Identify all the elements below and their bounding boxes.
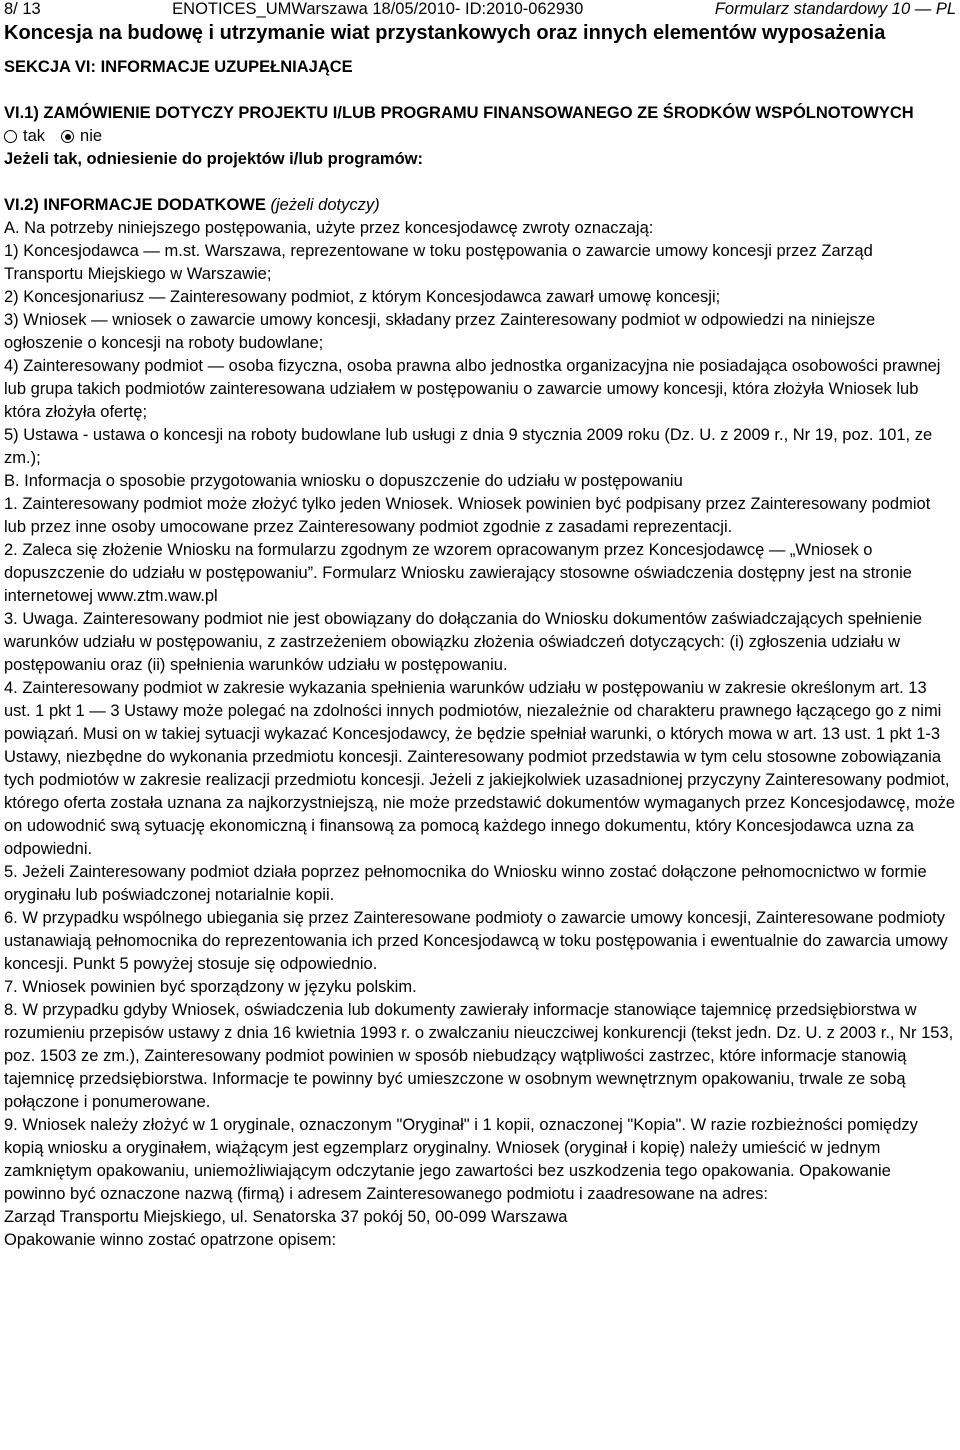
para-b-3: 3. Uwaga. Zainteresowany podmiot nie jest obowiązany do dołączania do Wniosku dokumentów zaświadczających spełnienie warunków udziału w postępowaniu, z zastrzeżeniem obowiązku złożenia oświadczeń dotyczących: (i) zgłoszenia udziału w postępowaniu oraz (ii) spełnienia warunków udziału w postępowaniu. — [4, 610, 923, 674]
radio-nie[interactable] — [61, 130, 74, 143]
para-b-6: 6. W przypadku wspólnego ubiegania się przez Zainteresowane podmioty o zawarcie umowy koncesji, Zainteresowane podmioty ustanawiają pełnomocnika do reprezentowania ich przed Koncesjodawcą w toku postępowania i ewentualnie do zawarcia umowy koncesji. Punkt 5 powyżej stosuje się odpowiednio. — [4, 909, 948, 973]
para-b-1: 1. Zainteresowany podmiot może złożyć tylko jeden Wniosek. Wniosek powinien być podpisany przez Zainteresowany podmiot lub przez inne osoby umocowane przez Zainteresowany podmiot zgodnie z zasadami reprezentacji. — [4, 495, 931, 536]
para-def-2: 2) Koncesjonariusz — Zainteresowany podmiot, z którym Koncesjodawca zawarł umowę koncesji; — [4, 288, 721, 306]
address-line: Zarząd Transportu Miejskiego, ul. Senatorska 37 pokój 50, 00-099 Warszawa — [4, 1208, 568, 1226]
para-b-9: 9. Wniosek należy złożyć w 1 oryginale, oznaczonym "Oryginał" i 1 kopii, oznaczonej "Kopia". W razie rozbieżności pomiędzy kopią wniosku a oryginałem, wiążącym jest egzemplarz oryginalny. Wniosek (oryginał i kopię) należy umieścić w jednym zamkniętym opakowaniu, uniemożliwiającym odczytanie jego zawartości bez uszkodzenia tego opakowania. Opakowanie powinno być oznaczone nazwą (firmą) i adresem Zainteresowanego podmiotu i zaadresowane na adres: — [4, 1116, 918, 1203]
vi1-heading: VI.1) ZAMÓWIENIE DOTYCZY PROJEKTU I/LUB PROGRAMU FINANSOWANEGO ZE ŚRODKÓW WSPÓLNOTOWYCH — [4, 104, 914, 122]
para-def-1: 1) Koncesjodawca — m.st. Warszawa, reprezentowane w toku postępowania o zawarcie umowy koncesji przez Zarząd Transportu Miejskiego w Warszawie; — [4, 242, 873, 283]
section-heading: SEKCJA VI: INFORMACJE UZUPEŁNIAJĄCE — [4, 58, 353, 76]
radio-tak-label: tak — [23, 127, 46, 145]
para-def-5: 5) Ustawa - ustawa o koncesji na roboty budowlane lub usługi z dnia 9 stycznia 2009 roku (Dz. U. z 2009 r., Nr 19, poz. 101, ze zm.); — [4, 426, 933, 467]
para-b: B. Informacja o sposobie przygotowania wniosku o dopuszczenie do udziału w postępowaniu — [4, 472, 683, 490]
notice-id: ENOTICES_UMWarszawa 18/05/2010- ID:2010-062930 — [172, 0, 584, 18]
para-b-8: 8. W przypadku gdyby Wniosek, oświadczenia lub dokumenty zawierały informacje stanowiące tajemnicę przedsiębiorstwa w rozumieniu przepisów ustawy z dnia 16 kwietnia 1993 r. o zwalczaniu nieuczciwej konkurencji (tekst jedn. Dz. U. z 2003 r., Nr 153, poz. 1503 ze zm.), Zainteresowany podmiot powinien w sposób niebudzący wątpliwości zastrzec, które informacje stanowią tajemnicę przedsiębiorstwa. Informacje te powinny być umieszczone w osobnym wewnętrznym opakowaniu, trwale ze sobą połączone i ponumerowane. — [4, 1001, 954, 1111]
page-number: 8/ 13 — [4, 0, 41, 18]
radio-tak[interactable] — [4, 130, 17, 143]
vi2-optional: (jeżeli dotyczy) — [270, 196, 380, 214]
para-def-4: 4) Zainteresowany podmiot — osoba fizyczna, osoba prawna albo jednostka organizacyjna nie posiadająca osobowości prawnej lub grupa takich podmiotów zainteresowana udziałem w postępowaniu o zawarcie umowy koncesji, która złożyła Wniosek lub która złożyła ofertę; — [4, 357, 941, 421]
para-def-3: 3) Wniosek — wniosek o zawarcie umowy koncesji, składany przez Zainteresowany podmiot w odpowiedzi na niniejsze ogłoszenie o koncesji na roboty budowlane; — [4, 311, 876, 352]
package-description-line: Opakowanie winno zostać opatrzone opisem: — [4, 1231, 337, 1249]
vi2-heading — [4, 194, 956, 217]
page-header — [4, 0, 956, 19]
funding-radio-group — [4, 125, 956, 148]
if-yes-reference — [4, 148, 956, 171]
form-name: Formularz standardowy 10 — PL — [714, 0, 956, 18]
radio-nie-label: nie — [80, 127, 103, 145]
para-b-7: 7. Wniosek powinien być sporządzony w języku polskim. — [4, 978, 417, 996]
document-title: Koncesja na budowę i utrzymanie wiat przystankowych oraz innych elementów wyposażenia — [4, 22, 886, 44]
para-b-5: 5. Jeżeli Zainteresowany podmiot działa poprzez pełnomocnika do Wniosku winno zostać dołączone pełnomocnictwo w formie oryginału lub poświadczonej notarialnie kopii. — [4, 863, 927, 904]
vi2-heading-text: VI.2) INFORMACJE DODATKOWE — [4, 196, 266, 214]
para-b-4: 4. Zainteresowany podmiot w zakresie wykazania spełnienia warunków udziału w postępowaniu w zakresie określonym art. 13 ust. 1 pkt 1 — 3 Ustawy może polegać na zdolności innych podmiotów, niezależnie od charakteru prawnego łączącego go z nimi powiązań. Musi on w takiej sytuacji wykazać Koncesjodawcy, że będzie spełniał warunki, o których mowa w art. 13 ust. 1 pkt 1-3 Ustawy, niezbędne do wykonania przedmiotu koncesji. Zainteresowany podmiot przedstawia w tym celu stosowne zobowiązania tych podmiotów w zakresie realizacji przedmiotu koncesji. Jeżeli z jakiejkolwiek uzasadnionej przyczyny Zainteresowany podmiot, którego oferta została uznana za najkorzystniejszą, nie może przedstawić dokumentów wymaganych przez Koncesjodawcę, może on udowodnić swą sytuację ekonomiczną i finansową za pomocą każdego innego dokumentu, który Koncesjodawca uzna za odpowiedni. — [4, 679, 956, 858]
if-yes-label: Jeżeli tak, odniesienie do projektów i/lub programów: — [4, 150, 423, 168]
para-a: A. Na potrzeby niniejszego postępowania, użyte przez koncesjodawcę zwroty oznaczają: — [4, 219, 654, 237]
para-b-2: 2. Zaleca się złożenie Wniosku na formularzu zgodnym ze wzorem opracowanym przez Koncesjodawcę — „Wniosek o dopuszczenie do udziału w postępowaniu”. Formularz Wniosku zawierający stosowne oświadczenia dostępny jest na stronie internetowej www.ztm.waw.pl — [4, 541, 912, 605]
